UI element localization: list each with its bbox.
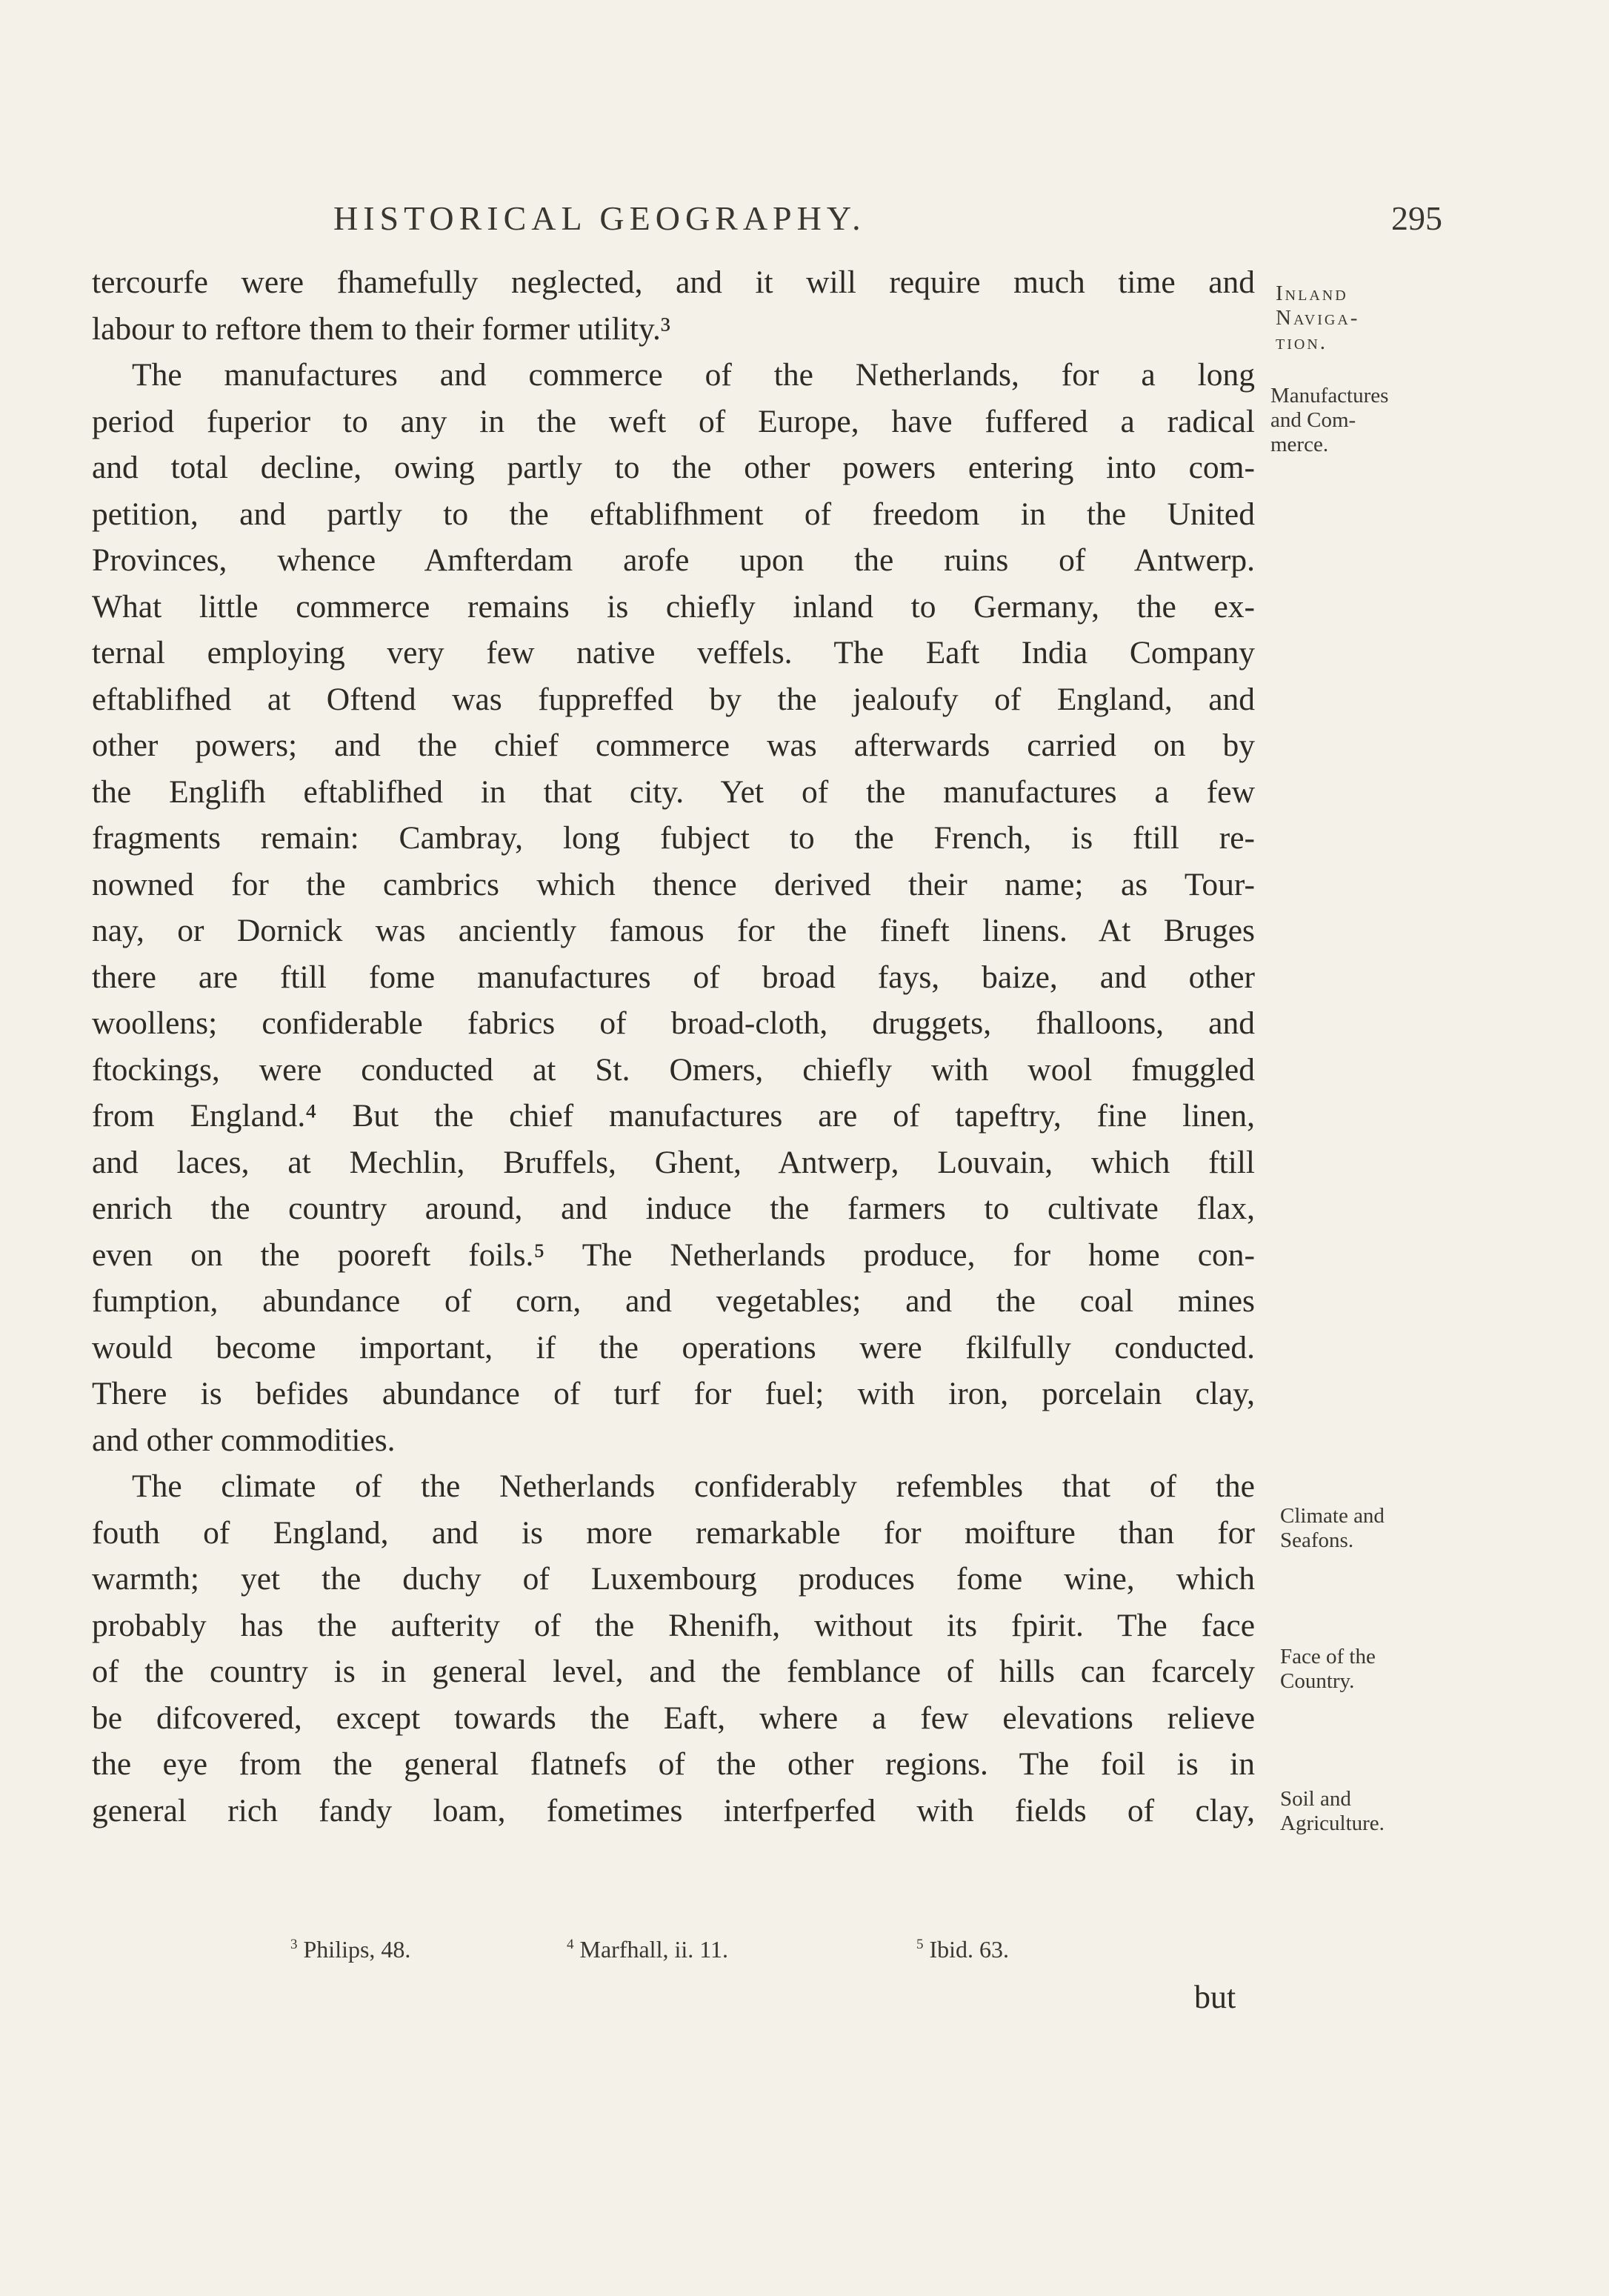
text-line: What little commerce remains is chiefly inland to Germany, the ex- [92,588,1255,625]
text-line: The climate of the Netherlands confiderably refembles that of the [132,1468,1255,1504]
text-line: petition, and partly to the eftablifhment of freedom in the United [92,496,1255,532]
text-line: enrich the country around, and induce the farmers to cultivate flax, [92,1191,1255,1226]
text-line: there are ftill fome manufactures of broad fays, baize, and other [92,959,1255,995]
text-line: and total decline, owing partly to the other powers entering into com- [92,450,1255,485]
text-line: nowned for the cambrics which thence derived their name; as Tour- [92,866,1255,902]
footnote-5: $^5$ Ibid. 63. [916,1936,1010,1963]
text-line: the eye from the general flatnefs of the other regions. The foil is in [92,1746,1255,1782]
text-line: would become important, if the operations were fkilfully conducted. [92,1329,1255,1365]
page-number: 295 [1391,199,1442,237]
text-line: probably has the aufterity of the Rhenifh, without its fpirit. The face [92,1607,1255,1643]
margin-note-inland-navigation: Inland Naviga- tion. [1276,282,1360,354]
text-line: Provinces, whence Amfterdam arofe upon the ruins of Antwerp. [92,542,1255,578]
margin-note-soil: Soil and Agriculture. [1280,1787,1385,1835]
catchword: but [1194,1979,1236,2015]
text-line: and other commodities. [92,1422,396,1458]
text-line: woollens; confiderable fabrics of broad-cloth, druggets, fhalloons, and [92,1005,1255,1041]
margin-note-climate: Climate and Seafons. [1280,1504,1385,1552]
footnote-4: $^4$ Marfhall, ii. 11. [567,1936,729,1963]
text-line: labour to reftore them to their former utility.³ [92,310,670,347]
running-head: HISTORICAL GEOGRAPHY. [333,199,866,237]
text-line: nay, or Dornick was anciently famous for the fineft linens. At Bruges [92,913,1255,948]
text-line: warmth; yet the duchy of Luxembourg produces fome wine, which [92,1561,1255,1597]
text-line: general rich fandy loam, fometimes interfperfed with fields of clay, [92,1792,1255,1829]
margin-note-manufactures: Manufactures and Com- merce. [1270,384,1389,456]
text-line: There is befides abundance of turf for fuel; with iron, porcelain clay, [92,1376,1255,1411]
text-line: eftablifhed at Oftend was fuppreffed by the jealoufy of England, and [92,681,1255,717]
text-line: ftockings, were conducted at St. Omers, chiefly with wool fmuggled [92,1051,1255,1088]
text-line: the Englifh eftablifhed in that city. Yet of the manufactures a few [92,773,1255,810]
body-text [92,259,1255,1834]
text-line: of the country is in general level, and the femblance of hills can fcarcely [92,1654,1255,1689]
text-line: ternal employing very few native veffels. The Eaft India Company [92,635,1255,671]
text-line: fragments remain: Cambray, long fubject to the French, is ftill re- [92,820,1255,856]
text-line: tercourfe were fhamefully neglected, and it will require much time and [92,264,1255,300]
text-line: fumption, abundance of corn, and vegetables; and the coal mines [92,1283,1255,1319]
text-line: and laces, at Mechlin, Bruffels, Ghent, Antwerp, Louvain, which ftill [92,1144,1255,1180]
text-line: be difcovered, except towards the Eaft, where a few elevations relieve [92,1700,1255,1736]
text-line: from England.⁴ But the chief manufactures are of tapeftry, fine linen, [92,1098,1255,1134]
margin-note-face-of-country: Face of the Country. [1280,1645,1376,1693]
text-line: period fuperior to any in the weft of Europe, have fuffered a radical [92,403,1255,439]
text-line: other powers; and the chief commerce was afterwards carried on by [92,728,1255,763]
text-line: even on the pooreft foils.⁵ The Netherlands produce, for home con- [92,1237,1255,1273]
text-line: The manufactures and commerce of the Netherlands, for a long [132,357,1255,393]
text-line: fouth of England, and is more remarkable for moifture than for [92,1514,1255,1551]
footnote-3: $^3$ Philips, 48. [290,1936,411,1963]
